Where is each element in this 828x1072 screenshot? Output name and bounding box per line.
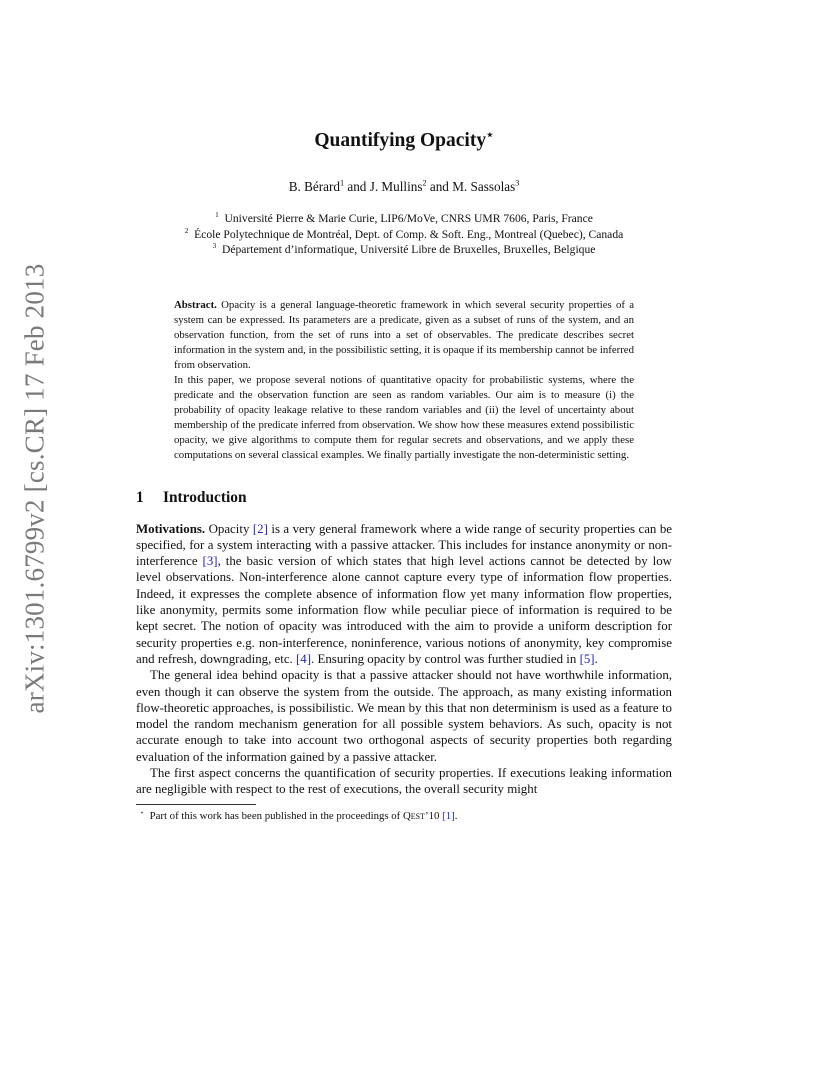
section-heading	[136, 487, 672, 509]
citation-link[interactable]: [3]	[202, 554, 218, 569]
affiliation: $^2$ École Polytechnique de Montréal, Dept. of Comp. & Soft. Eng., Montreal (Quebec), Canada	[184, 226, 624, 241]
citation-link[interactable]: [1]	[442, 809, 455, 822]
abstract-label: Abstract.	[174, 298, 217, 311]
affiliation: $^3$ Département d’informatique, Université Libre de Bruxelles, Bruxelles, Belgique	[212, 242, 596, 256]
abstract-paragraph: In this paper, we propose several notions of quantitative opacity for probabilistic systems, where the predicate and the observation function are seen as random variables. Our aim is to measure (i) the probability of opacity leakage relative to these random variables and (ii) the level of uncertainty about membership of the predicate inferred from observation. We show how these measures extend possibilistic opacity, we give algorithms to compute them for regular secrets and observations, and we apply these computations on several classical examples. We finally partially investigate the non-deterministic setting.	[174, 373, 634, 462]
citation-link[interactable]: [5]	[579, 651, 595, 666]
arxiv-sidebar-stamp	[19, 263, 50, 714]
abstract	[174, 298, 634, 464]
body-paragraph: The first aspect concerns the quantification of security properties. If executions leaking information are negligible with respect to the rest of executions, the overall security might	[136, 765, 672, 797]
section-title: Introduction	[163, 488, 247, 506]
affiliation-list	[136, 211, 672, 258]
citation-link[interactable]: [2]	[252, 521, 268, 536]
author-list: B. Bérard$^1$ and J. Mullins$^2$ and M. Sassolas$^3$	[288, 178, 520, 194]
footnote-rule	[136, 804, 256, 805]
arxiv-identifier: arXiv:1301.6799v2 [cs.CR] 17 Feb 2013	[19, 263, 50, 714]
paper-title: Quantifying Opacity⋆	[314, 127, 494, 151]
paragraph-label: Motivations.	[136, 521, 206, 536]
paper-page	[136, 126, 672, 823]
author: M. Sassolas	[452, 179, 516, 194]
body-paragraph: The general idea behind opacity is that a passive attacker should not have worthwhile information, even though it can observe the system from the outside. The approach, as many existing information flow-theoretic approaches, is possibilistic. We mean by this that non determinism is used as a feature to model the random mechanism generation for all possible system behaviors. As such, opacity is not accurate enough to take into account two orthogonal aspects of security properties both regarding evaluation of the information gained by a passive attacker.	[136, 668, 672, 764]
abstract-paragraph: Abstract. Opacity is a general language-theoretic framework in which several security properties of a system can be expressed. Its parameters are a predicate, given as a subset of runs of the system, and an observation function, from the set of runs into a set of observables. The predicate describes secret information in the system and, in the possibilistic setting, it is opaque if its membership cannot be inferred from observation.	[174, 298, 634, 371]
footnote: ⋆ Part of this work has been published in the proceedings of Qest’10 [1].	[140, 808, 458, 822]
footnote-mark: ⋆	[140, 808, 145, 816]
author: B. Bérard	[288, 179, 340, 194]
venue-name: Qest	[402, 809, 426, 822]
title-footnote-mark: ⋆	[486, 127, 494, 142]
section-body	[136, 521, 672, 798]
affiliation: $^1$ Université Pierre & Marie Curie, LIP6/MoVe, CNRS UMR 7606, Paris, France	[215, 211, 593, 225]
section-number: 1	[136, 488, 144, 506]
author: J. Mullins	[369, 179, 423, 194]
body-paragraph: Motivations. Opacity [2] is a very general framework where a wide range of security properties can be specified, for a system interacting with a passive attacker. This includes for instance anonymity or non-interference [3], the basic version of which states that high level actions cannot be detected by low level observations. Non-interference alone cannot capture every type of information flow properties. Indeed, it expresses the complete absence of information flow yet many information flow properties, like anonymity, permits some information flow while peculiar piece of information is required to be kept secret. The notion of opacity was introduced with the aim to provide a uniform description for security properties e.g. non-interference, noninference, various notions of anonymity, key compromise and refresh, downgrading, etc. [4]. Ensuring opacity by control was further studied in [5].	[136, 521, 673, 666]
citation-link[interactable]: [4]	[296, 651, 312, 666]
